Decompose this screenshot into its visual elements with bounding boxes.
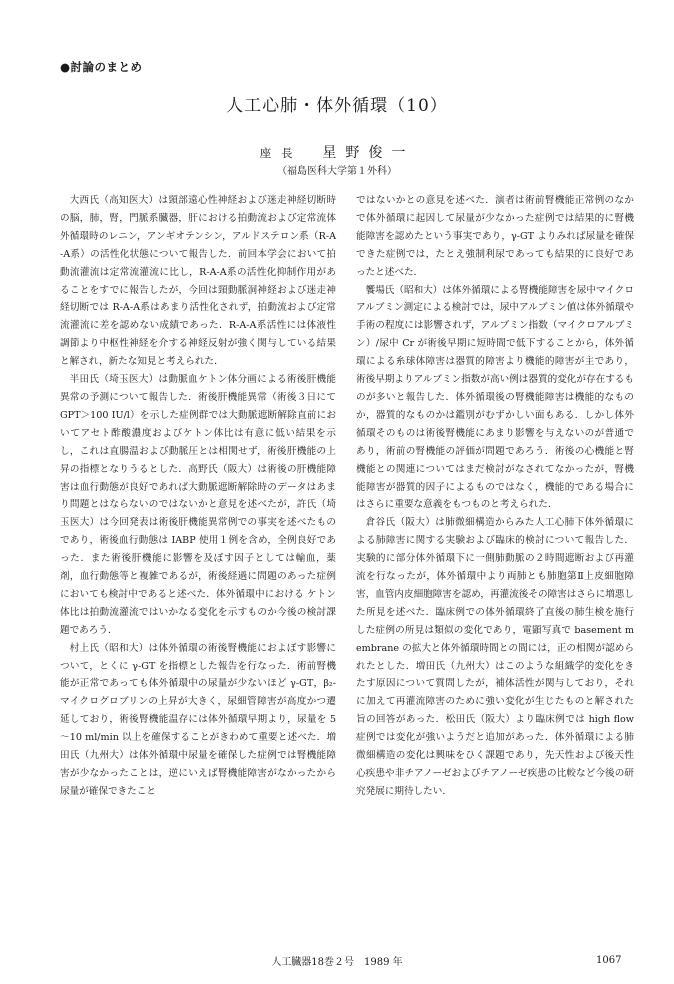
chair-line [0, 142, 674, 162]
chair-name: 星野俊一 [322, 145, 415, 161]
chair-role: 座長 [259, 146, 303, 160]
paragraph-handa: 半田氏（埼玉医大）は動脈血ケトン体分画による術後肝機能異常の予測について報告した．術後肝機能異常（術後３日にて GPT＞100 IU/l）を示した症例群では大動脈遮断解除直前においてアセト酢酸濃度およびケトン体比は有意に低い結果を示し，これは直腸温および動脈圧とは相関せず，術後肝機能の上昇の指標となりうるとした．高野氏（阪大）は術後の肝機能障害は血行動態が良好であれば大動脈遮断解除時のデータはあまり問題とはならないのではないかと意見を述べたが，許氏（埼玉医大）は今回発表は術後肝機能異常例での事実を述べたものであり，術後血行動態は IABP 使用１例を含め，全例良好であった．また術後肝機能に影響を及ぼす因子としては輸血，薬剤，血行動態等と複雑であるが，術後経過に問題のあった症例においても検討中であると述べた．体外循環中における ケトン体比は拍動流灌流ではいかなる変化を示すものか今後の検討課題であろう． [60, 374, 336, 636]
page-number: 1067 [596, 955, 622, 966]
article-title: 人工心肺・体外循環（10） [226, 96, 448, 116]
left-column [60, 192, 336, 801]
journal-footer: 人工臓器18巻２号 1989 年 [271, 957, 403, 968]
paragraph-onishi: 大西氏（高知医大）は頸部遠心性神経および迷走神経切断時の脳，肺，腎，門脈系臓器，肝における拍動流および定常流体外循環時のレニン，アンギオテンシン，アルドステロン系（R-A-A系）の活性化状態について報告した．前回本学会において拍動流灌流は定常流灌流に比し，R-A-A系の活性化抑制作用があることをすでに報告したが，今回は頸動脈洞神経および迷走神経切断では R-A-A系はあまり活性化されず，拍動流および定常流灌流に差を認めない成績であった．R-A-A系活性には体液性調節より中枢性神経を介する神経反射が強く関与している結果と解され，新たな知見と考えられた． [60, 195, 336, 368]
paragraph-murakami: 村上氏（昭和大）は体外循環の術後腎機能におよぼす影響について，とくに γ-GT を指標とした報告を行なった．術前腎機能が正常であっても体外循環中の尿量が少ないほど γ-GT，β₂-マイクログロブリンの上昇が大きく，尿細管障害が高度かつ遷延しており，術後腎機能温存には体外循環早期より，尿量を 5～10 ml/min 以上を確保することがきわめて重要と述べた．増田氏（九州大）は体外循環中尿量を確保した症例では腎機能障害が少なかったことは，逆にいえば腎機能障害がなかったから尿量が確保できたこと [60, 642, 336, 797]
paragraph-aeba: 饗場氏（昭和大）は体外循環による腎機能障害を尿中マイクロアルブミン測定による検討では，尿中アルブミン値は体外循環や手術の程度には影響されず，アルブミン指数（マイクロアルブミン）/尿中 Cr が術後早期に短時間で低下することから，体外循環による糸球体障害は器質的障害より機能的障害が主であり，術後早期よりアルブミン指数が高い例は器質的変化が存在するものが多いと報告した．体外循環後の腎機能障害は機能的なものか，器質的なものかは鑑別がむずかしい面もある．しかし体外循環そのものは術後腎機能にあまり影響を与えないのが普通であり，術前の腎機能の評価が問題であろう．術後の心機能と腎機能との関連についてはまだ検討がなされてなかったが，腎機能障害が器質的因子によるものではなく，機能的である場合にはさらに重要な意義をもつものと考えられた． [356, 284, 634, 511]
right-column [356, 192, 634, 801]
chair-affiliation: （福島医科大学第１外科） [277, 166, 397, 177]
paragraph-kuratani: 倉谷氏（阪大）は肺微細構造からみた人工心肺下体外循環による肺障害に関する実験および臨床的検討について報告した．実験的に部分体外循環下に一側肺動脈の２時間遮断および再灌流を行なったが，体外循環中より両肺とも肺胞第Ⅱ上皮細胞障害，血管内皮細胞障害を認め，再灌流後その障害はさらに増悪した所見を述べた．臨床例での体外循環終了直後の肺生検を施行した症例の所見は類似の変化であり，電顕写真で basement membrane の拡大と体外循環時間との間には，正の相関が認められたとした．増田氏（九州大）はこのような組織学的変化をきたす原因について質問したが，補体活性が関与しており，それに加えて再灌流障害のために強い変化が生じたものと解された旨の回答があった．松田氏（阪大）より臨床例では high flow 症例では変化が強いようだと追加があった．体外循環による肺微細構造の変化は興味をひく課題であり，先天性および後天性心疾患や非チアノーゼおよびチアノーゼ疾患の比較など今後の研究発展に期待したい． [356, 517, 634, 797]
section-label: ●討論のまとめ [60, 60, 143, 74]
paragraph-murakami-continued: ではないかとの意見を述べた．演者は術前腎機能正常例のなかで体外循環に起因して尿量が少なかった症例では結果的に腎機能障害を認めたという事実であり，γ-GT よりみれば尿量を確保できた症例では，たとえ強制利尿であっても結果的に良好であったと述べた． [356, 195, 634, 278]
